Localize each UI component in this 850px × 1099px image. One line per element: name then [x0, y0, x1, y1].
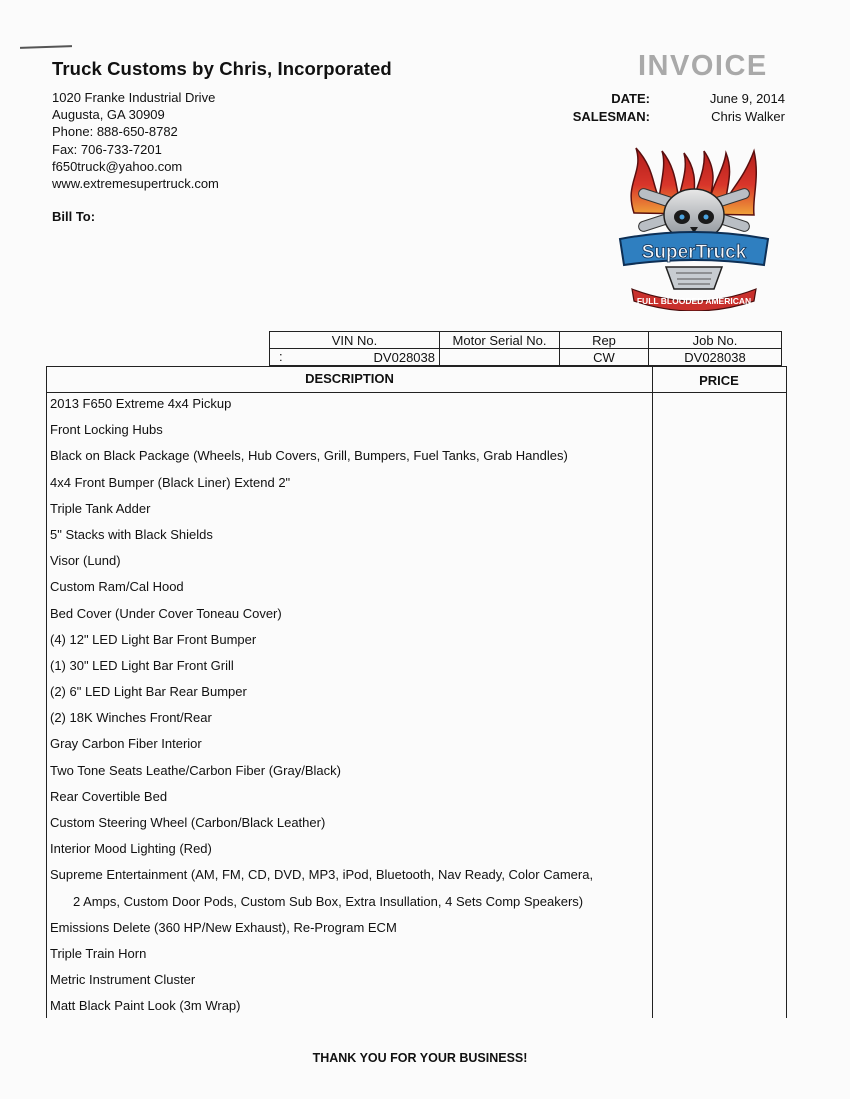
- line-item: 4x4 Front Bumper (Black Liner) Extend 2": [50, 474, 291, 490]
- phone: Phone: 888-650-8782: [52, 124, 178, 140]
- line-item: Triple Tank Adder: [50, 500, 151, 516]
- grille-icon: [666, 267, 722, 289]
- motor-serial-value: [440, 349, 560, 366]
- rep-header: Rep: [560, 332, 649, 349]
- vin-value: DV028038: [373, 349, 435, 365]
- address-line-2: Augusta, GA 30909: [52, 107, 165, 123]
- website: www.extremesupertruck.com: [52, 176, 219, 192]
- address-line-1: 1020 Franke Industrial Drive: [52, 90, 216, 105]
- supertruck-banner: [620, 232, 768, 265]
- line-items: [50, 394, 650, 1023]
- vin-value-row: [270, 349, 782, 366]
- price-column-divider: [652, 366, 653, 1018]
- company-name: Truck Customs by Chris, Incorporated: [52, 58, 392, 79]
- line-item: Bed Cover (Under Cover Toneau Cover): [50, 605, 282, 621]
- line-item: Triple Train Horn: [50, 945, 147, 961]
- line-item: Interior Mood Lighting (Red): [50, 841, 212, 857]
- line-item: Emissions Delete (360 HP/New Exhaust), Re-Program ECM: [50, 919, 397, 935]
- logo-tagline: FULL BLOODED AMERICAN: [636, 296, 752, 306]
- job-no-header: Job No.: [649, 332, 782, 349]
- rep-value: CW: [560, 349, 649, 366]
- date-value: June 9, 2014: [709, 91, 785, 106]
- line-item: Custom Ram/Cal Hood: [50, 579, 184, 595]
- line-item-continuation: 2 Amps, Custom Door Pods, Custom Sub Box, Extra Insullation, 4 Sets Comp Speakers): [73, 893, 584, 909]
- line-item: Metric Instrument Cluster: [50, 972, 196, 988]
- line-item: Supreme Entertainment (AM, FM, CD, DVD, MP3, iPod, Bluetooth, Nav Ready, Color Camera,: [50, 867, 594, 883]
- motor-serial-header: Motor Serial No.: [440, 332, 560, 349]
- fax: Fax: 706-733-7201: [52, 141, 162, 157]
- salesman-label: SALESMAN:: [572, 109, 650, 124]
- line-item: Rear Covertible Bed: [50, 788, 168, 804]
- supertruck-logo: [614, 143, 774, 311]
- logo-text: SuperTruck: [641, 242, 747, 263]
- company-address-block: [52, 89, 219, 192]
- job-no-value: DV028038: [649, 349, 782, 366]
- bill-to-label: Bill To:: [52, 209, 96, 224]
- line-item: (4) 12" LED Light Bar Front Bumper: [50, 631, 257, 647]
- meta-values: [675, 90, 785, 126]
- line-item: Black on Black Package (Wheels, Hub Covers, Grill, Bumpers, Fuel Tanks, Grab Handles): [50, 448, 568, 464]
- line-item: 5" Stacks with Black Shields: [50, 526, 213, 542]
- description-header: DESCRIPTION: [305, 371, 394, 386]
- table-header-rule: [46, 392, 786, 393]
- email: f650truck@yahoo.com: [52, 158, 183, 174]
- invoice-title: INVOICE: [638, 50, 768, 82]
- vin-value-cell: [270, 349, 440, 366]
- salesman-value: Chris Walker: [711, 109, 785, 124]
- scan-mark: [20, 45, 72, 49]
- line-item: (1) 30" LED Light Bar Front Grill: [50, 657, 234, 673]
- line-item: (2) 18K Winches Front/Rear: [50, 710, 212, 726]
- price-header: PRICE: [699, 373, 739, 388]
- line-item: (2) 6" LED Light Bar Rear Bumper: [50, 684, 247, 700]
- table-top-rule: [46, 366, 786, 367]
- date-label: DATE:: [611, 91, 650, 106]
- line-item: Custom Steering Wheel (Carbon/Black Leather): [50, 815, 326, 830]
- tagline-banner: [632, 289, 756, 311]
- line-item: Matt Black Paint Look (3m Wrap): [50, 998, 241, 1014]
- line-item: Gray Carbon Fiber Interior: [50, 736, 202, 752]
- line-item: Front Locking Hubs: [50, 422, 163, 438]
- vin-prefix-mark: :: [279, 349, 283, 364]
- thank-you-footer: THANK YOU FOR YOUR BUSINESS!: [312, 1051, 528, 1065]
- vin-header-row: [270, 332, 782, 349]
- vin-table: [269, 331, 782, 366]
- vin-header: VIN No.: [270, 332, 440, 349]
- meta-labels: [540, 90, 650, 126]
- line-item: Visor (Lund): [50, 553, 121, 569]
- line-item: 2013 F650 Extreme 4x4 Pickup: [50, 396, 232, 411]
- line-item: Two Tone Seats Leathe/Carbon Fiber (Gray/Black): [50, 762, 341, 778]
